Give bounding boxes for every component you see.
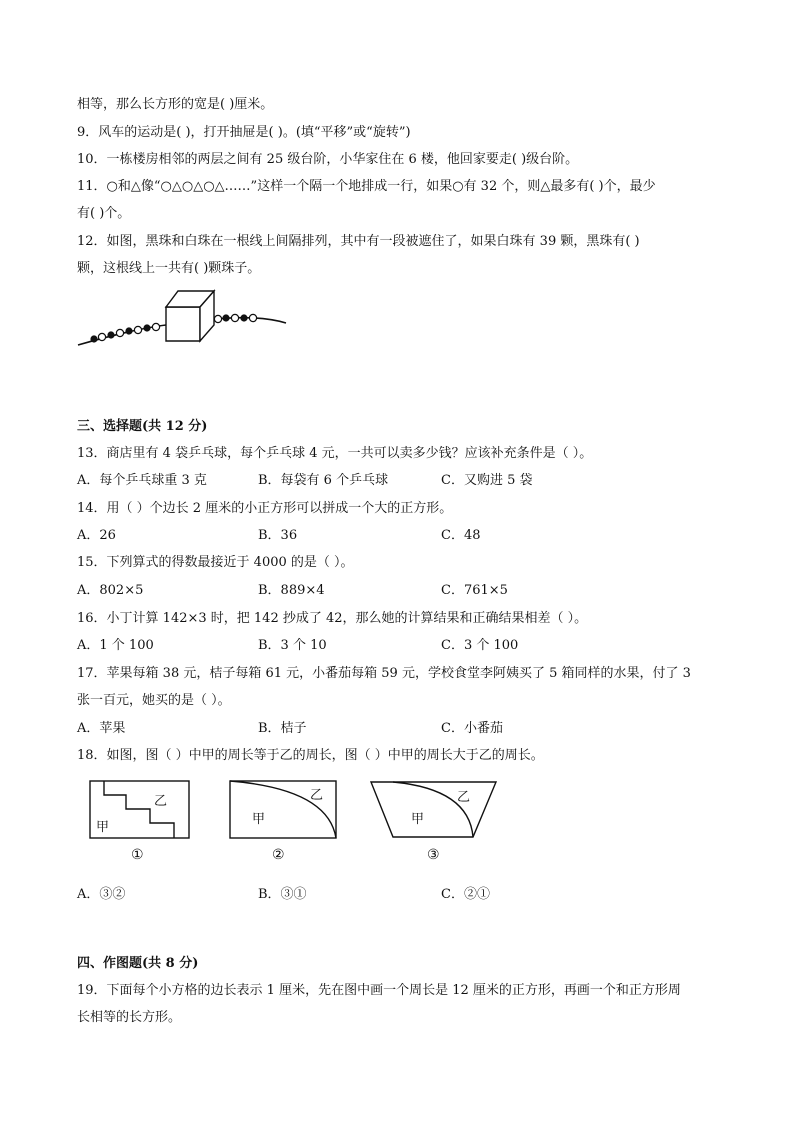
- section4-title: 四、作图题(共 8 分): [77, 956, 199, 971]
- q13-option-a[interactable]: A．每个乒乓球重 3 克: [77, 473, 207, 488]
- q18-fig1-label: ①: [131, 847, 144, 863]
- q19-line1: 19．下面每个小方格的边长表示 1 厘米，先在图中画一个周长是 12 厘米的正方形，再画一个和正方形周: [77, 983, 681, 998]
- q16-option-b[interactable]: B．3 个 10: [258, 638, 327, 653]
- q18-option-c[interactable]: C．②①: [441, 887, 490, 902]
- q16-option-c[interactable]: C．3 个 100: [441, 638, 519, 653]
- q14-option-b[interactable]: B．36: [258, 528, 298, 543]
- q18-option-a[interactable]: A．③②: [77, 887, 126, 902]
- q15-option-a[interactable]: A．802×5: [77, 583, 144, 598]
- q11-line1: 11．○和△像“○△○△○△……”这样一个隔一个地排成一行，如果○有 32 个，则△最多有( )个，最少: [77, 179, 656, 194]
- q9: 9．风车的运动是( )，打开抽屉是( )。(填“平移”或“旋转”): [77, 125, 411, 140]
- q17-option-a[interactable]: A．苹果: [77, 721, 126, 736]
- q18-option-b[interactable]: B．③①: [258, 887, 307, 902]
- q14-option-a[interactable]: A．26: [77, 528, 116, 543]
- section3-title: 三、选择题(共 12 分): [77, 419, 208, 434]
- q16-option-a[interactable]: A．1 个 100: [77, 638, 154, 653]
- q18-fig3-yi: 乙: [457, 790, 471, 805]
- q16: 16．小丁计算 142×3 时，把 142 抄成了 42，那么她的计算结果和正确结果相差（ ）。: [77, 611, 588, 626]
- q8-tail: 相等，那么长方形的宽是( )厘米。: [77, 97, 274, 112]
- q18-fig3-label: ③: [427, 847, 440, 863]
- q18-fig2-jia: 甲: [252, 812, 266, 827]
- q10: 10．一栋楼房相邻的两层之间有 25 级台阶，小华家住在 6 楼，他回家要走( )级台阶。: [77, 152, 579, 167]
- q18-figure-3: [369, 779, 499, 841]
- q13: 13．商店里有 4 袋乒乓球，每个乒乓球 4 元，一共可以卖多少钱？应该补充条件是（ ）。: [77, 446, 593, 461]
- q18-fig2-label: ②: [272, 847, 285, 863]
- q18-figure-2: [228, 779, 340, 841]
- q15: 15．下列算式的得数最接近于 4000 的是（ ）。: [77, 555, 354, 570]
- q12-line2: 颗，这根线上一共有( )颗珠子。: [77, 261, 261, 276]
- q18: 18．如图，图（ ）中甲的周长等于乙的周长，图（ ）中甲的周长大于乙的周长。: [77, 748, 544, 763]
- q18-fig3-jia: 甲: [411, 812, 425, 827]
- q18-fig1-jia: 甲: [96, 820, 110, 835]
- q17-line2: 张一百元，她买的是（ ）。: [77, 693, 231, 708]
- q15-option-c[interactable]: C．761×5: [441, 583, 508, 598]
- q17-option-c[interactable]: C．小番茄: [441, 721, 503, 736]
- q15-option-b[interactable]: B．889×4: [258, 583, 325, 598]
- q17-option-b[interactable]: B．桔子: [258, 721, 307, 736]
- beads-right: [214, 314, 256, 322]
- q14: 14．用（ ）个边长 2 厘米的小正方形可以拼成一个大的正方形。: [77, 501, 453, 516]
- q19-line2: 长相等的长方形。: [77, 1010, 182, 1025]
- q17-line1: 17．苹果每箱 38 元，桔子每箱 61 元，小番茄每箱 59 元，学校食堂李阿姨买了 5 箱同样的水果，付了 3: [77, 666, 691, 681]
- q12-line1: 12．如图，黑珠和白珠在一根线上间隔排列，其中有一段被遮住了，如果白珠有 39 颗，黑珠有( ): [77, 234, 640, 249]
- q14-option-c[interactable]: C．48: [441, 528, 481, 543]
- q18-figure-1: [88, 779, 192, 841]
- q13-option-c[interactable]: C．又购进 5 袋: [441, 473, 533, 488]
- bead-string-figure: [74, 283, 294, 349]
- q11-line2: 有( )个。: [77, 206, 131, 221]
- cube-cover: [166, 291, 214, 341]
- q13-option-b[interactable]: B．每袋有 6 个乒乓球: [258, 473, 389, 488]
- q18-fig1-yi: 乙: [154, 794, 168, 809]
- q18-fig2-yi: 乙: [310, 788, 324, 803]
